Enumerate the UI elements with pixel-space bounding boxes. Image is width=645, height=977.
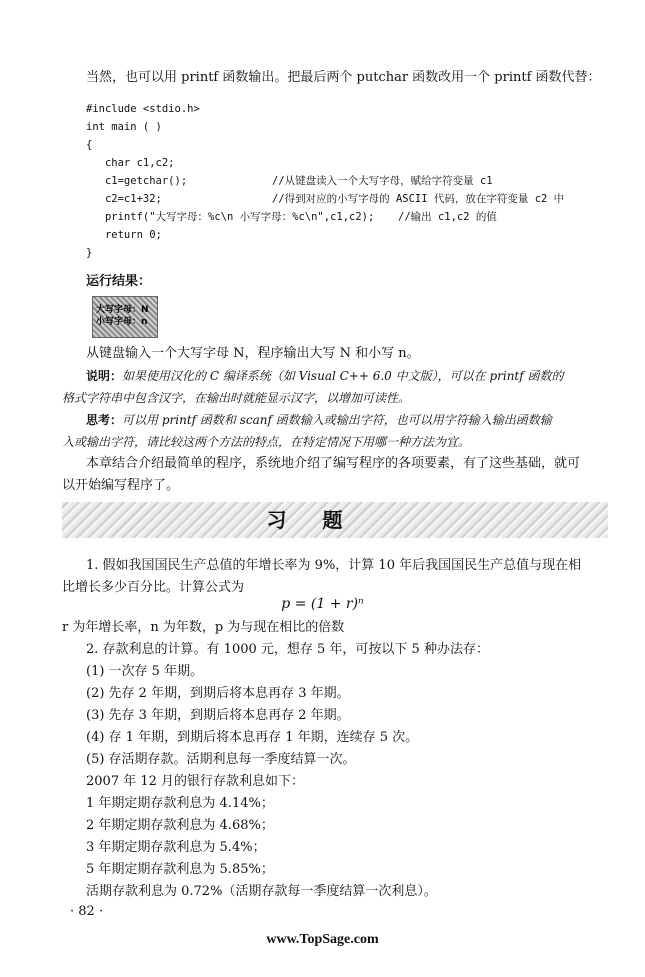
section-title: 习题 <box>266 508 379 532</box>
code-line: #include <stdio.h> <box>86 103 200 115</box>
page-number: · 82 · <box>70 904 104 919</box>
option-item: (3) 先存 3 年期，到期后将本息再存 2 年期。 <box>86 708 350 723</box>
code-line: c1=getchar(); <box>86 175 188 187</box>
rate-item: 1 年期定期存款利息为 4.14%； <box>86 796 274 811</box>
code-line: return 0; <box>86 229 162 241</box>
output-line: 小写字母：n <box>96 317 148 327</box>
think-text: 可以用 printf 函数和 scanf 函数输入或输出字符，也可以用字符输入输出函数输 <box>122 413 552 427</box>
run-description: 从键盘输入一个大写字母 N，程序输出大写 N 和小写 n。 <box>86 346 420 361</box>
output-line: 大写字母：N <box>96 305 149 315</box>
summary-paragraph: 以开始编写程序了。 <box>62 478 180 493</box>
code-line: char c1,c2; <box>86 157 175 169</box>
rate-item: 5 年期定期存款利息为 5.85%； <box>86 862 274 877</box>
summary-paragraph: 本章结合介绍最简单的程序，系统地介绍了编写程序的各项要素，有了这些基础，就可 <box>86 456 581 471</box>
note-label: 说明： <box>86 369 123 383</box>
code-line: } <box>86 247 93 259</box>
code-line: int main ( ) <box>86 121 162 133</box>
run-result-label: 运行结果： <box>86 274 152 289</box>
exercise-1: 1. 假如我国国民生产总值的年增长率为 9%，计算 10 年后我国国民生产总值与现在相 <box>86 558 582 573</box>
console-output-image <box>92 296 158 338</box>
code-line: c2=c1+32; <box>86 193 162 205</box>
formula-legend: r 为年增长率，n 为年数，p 为与现在相比的倍数 <box>62 620 345 635</box>
code-comment: //从键盘读入一个大写字母，赋给字符变量 c1 <box>272 175 493 187</box>
exercise-2: 2. 存款利息的计算。有 1000 元，想存 5 年，可按以下 5 种办法存： <box>86 642 489 657</box>
rate-item: 3 年期定期存款利息为 5.4%； <box>86 840 266 855</box>
option-item: (2) 先存 2 年期，到期后将本息再存 3 年期。 <box>86 686 350 701</box>
exercise-1: 比增长多少百分比。计算公式为 <box>62 580 245 595</box>
rate-item: 活期存款利息为 0.72%（活期存款每一季度结算一次利息）。 <box>86 884 437 899</box>
code-line: { <box>86 139 93 151</box>
option-item: (5) 存活期存款。活期利息每一季度结算一次。 <box>86 752 356 767</box>
think-text: 入或输出字符，请比较这两个方法的特点，在特定情况下用哪一种方法为宜。 <box>62 435 471 449</box>
think-label: 思考： <box>86 413 123 427</box>
option-item: (4) 存 1 年期，到期后将本息再存 1 年期，连续存 5 次。 <box>86 730 419 745</box>
note-text: 如果使用汉化的 C 编译系统（如 Visual C++ 6.0 中文版），可以在 printf 函数的 <box>122 369 564 383</box>
note-text: 格式字符串中包含汉字，在输出时就能显示汉字，以增加可读性。 <box>62 391 411 405</box>
think-paragraph <box>86 410 616 430</box>
rates-title: 2007 年 12 月的银行存款利息如下： <box>86 774 305 789</box>
code-comment: //输出 c1,c2 的值 <box>398 211 497 223</box>
option-item: (1) 一次存 5 年期。 <box>86 664 204 679</box>
formula: p = (1 + r)ⁿ <box>281 596 364 612</box>
code-comment: //得到对应的小写字母的 ASCII 代码，放在字符变量 c2 中 <box>272 193 565 205</box>
rate-item: 2 年期定期存款利息为 4.68%； <box>86 818 274 833</box>
footer-watermark: www.TopSage.com <box>266 932 379 947</box>
note-paragraph <box>86 366 616 386</box>
code-line: printf("大写字母：%c\n 小写字母：%c\n",c1,c2); <box>86 211 375 223</box>
intro-paragraph: 当然，也可以用 printf 函数输出。把最后两个 putchar 函数改用一个 printf 函数代替： <box>86 70 601 85</box>
